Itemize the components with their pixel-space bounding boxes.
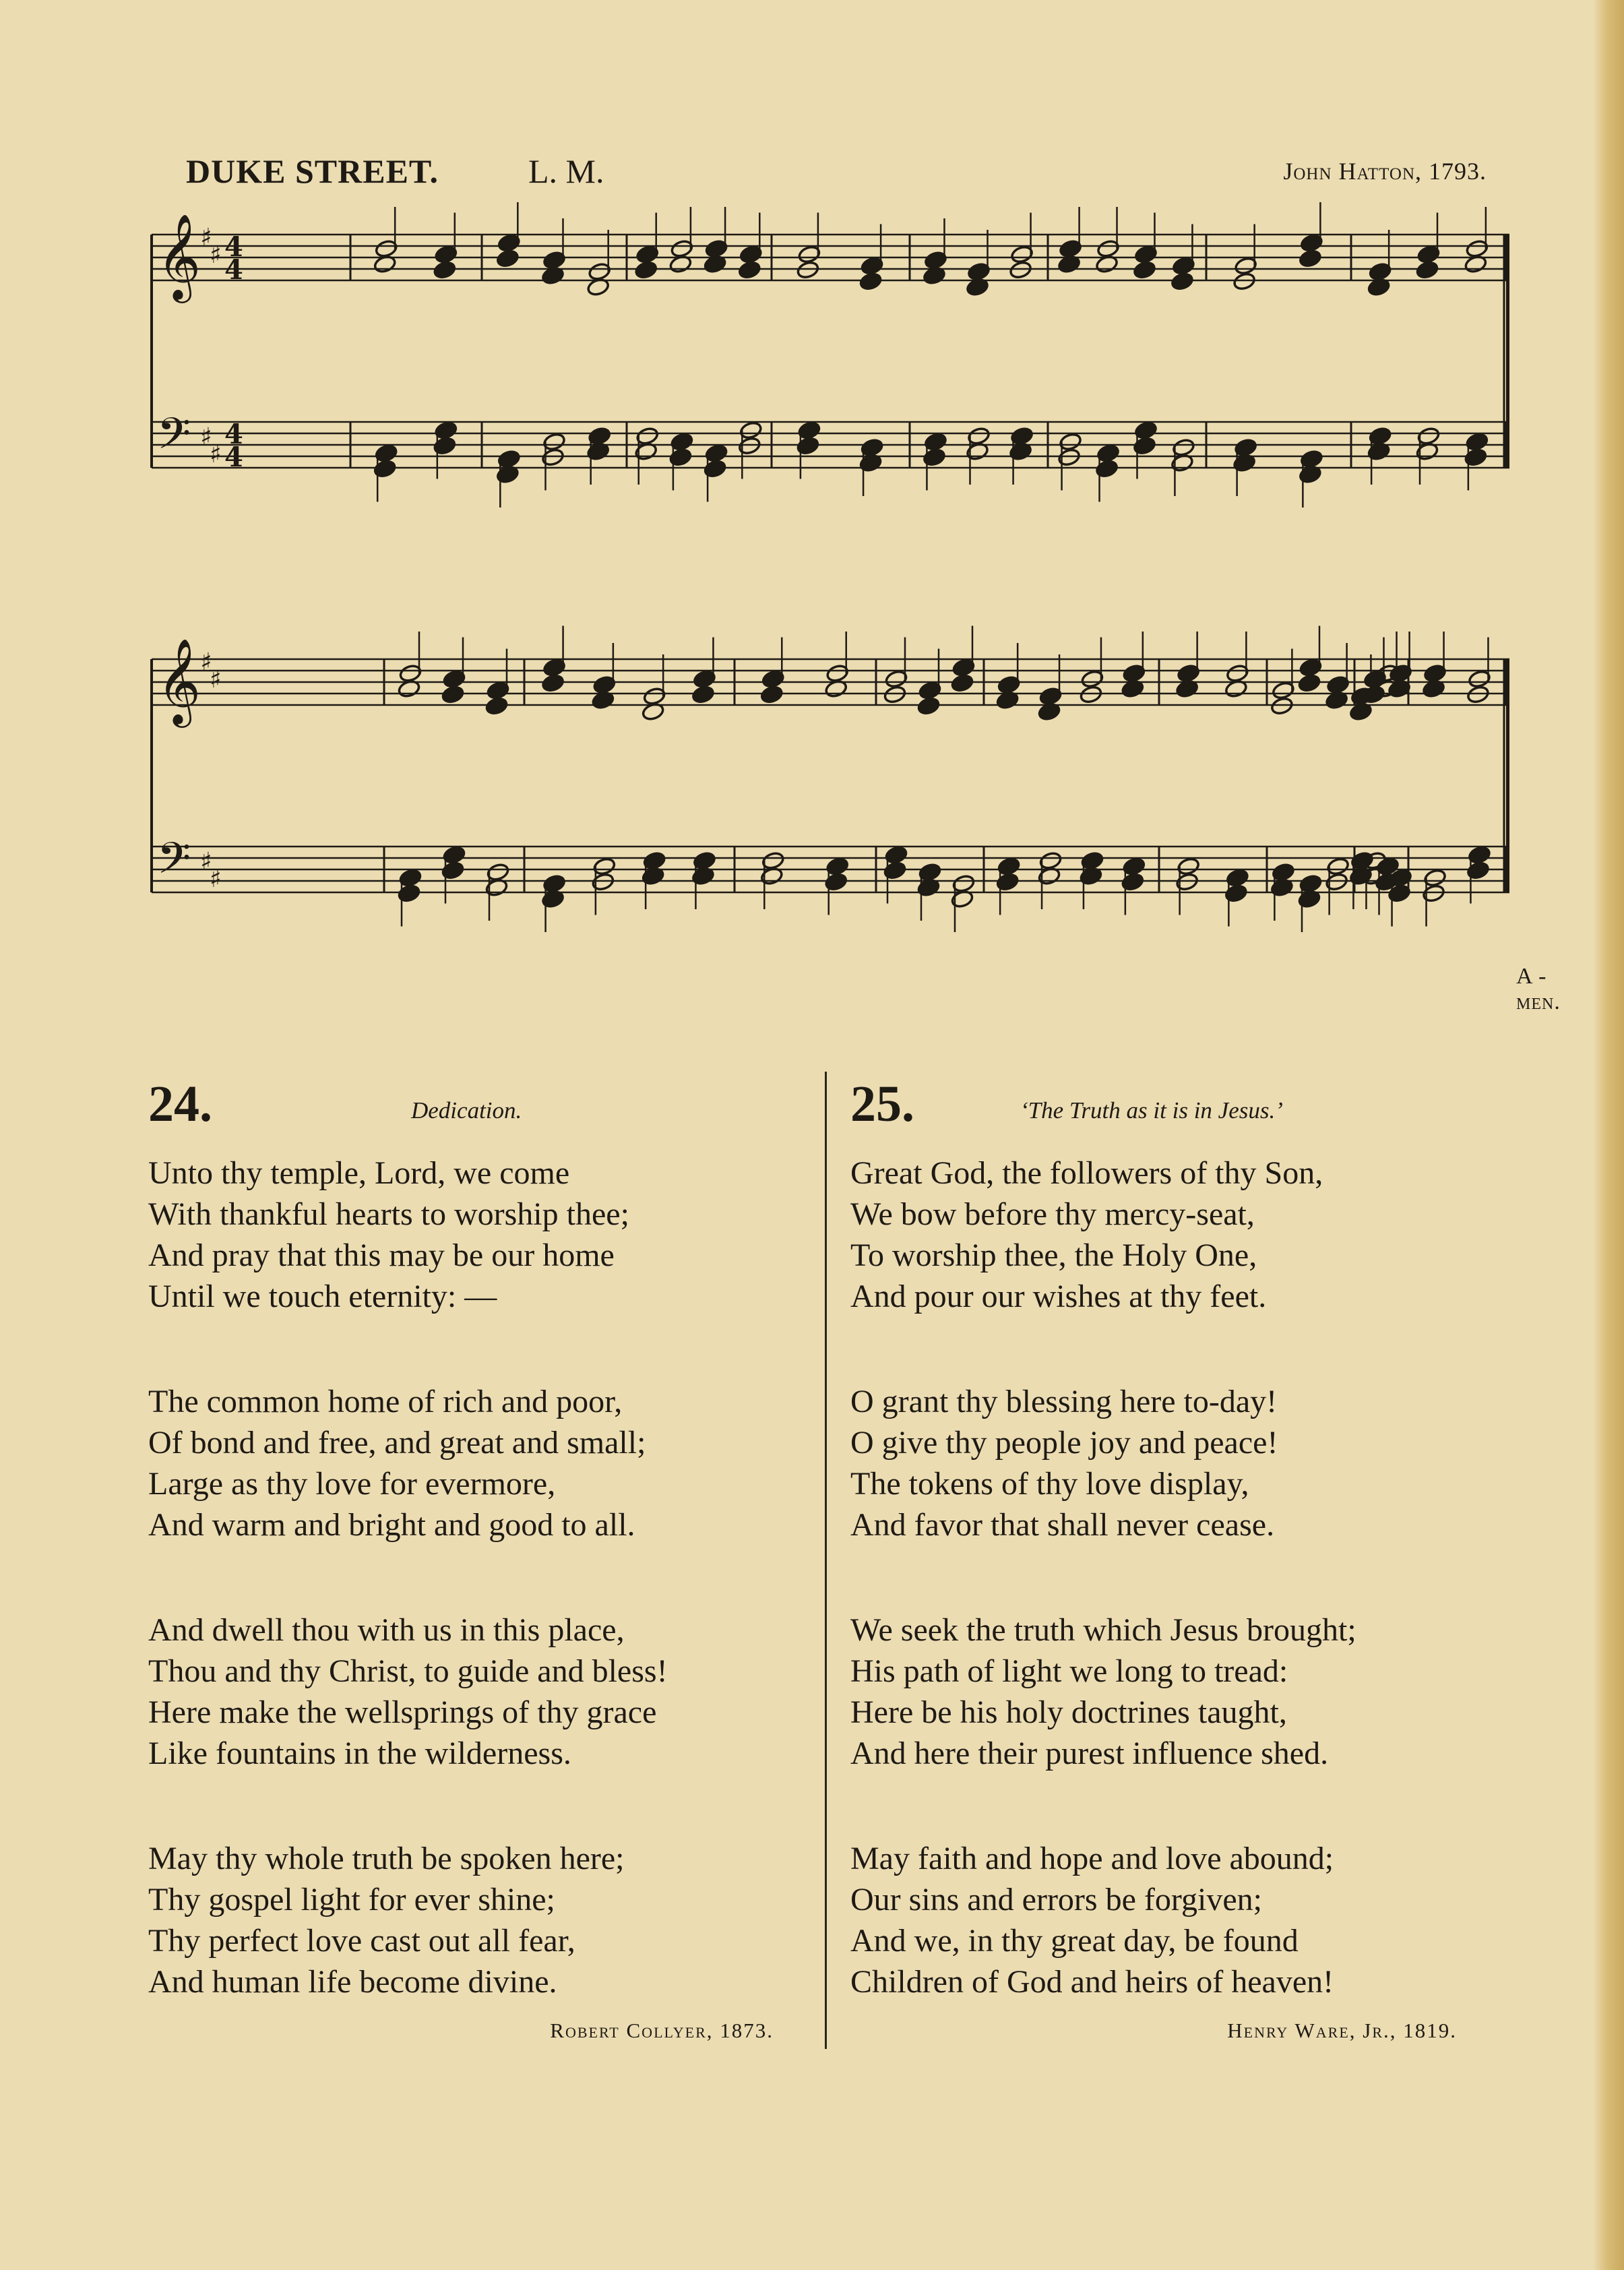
note-head	[760, 685, 784, 704]
hymn-number: 25.	[850, 1076, 914, 1132]
note-head	[441, 685, 464, 704]
hymn-25-head	[850, 1078, 1538, 1153]
note-head	[1270, 696, 1294, 716]
composer-name: John Hatton, 1793.	[1283, 158, 1487, 185]
note-head	[541, 448, 565, 467]
verse-line: Large as thy love for evermore,	[148, 1466, 556, 1502]
note-head	[859, 272, 883, 291]
stanza-1	[850, 1153, 1538, 1317]
verse-line: We bow before thy mercy-seat,	[850, 1196, 1255, 1232]
verse-line: O grant thy blessing here to-day!	[850, 1384, 1278, 1419]
note-head	[1170, 272, 1194, 291]
note-head	[1297, 673, 1321, 693]
time-signature-digit: 4	[224, 419, 243, 450]
verse-line: Until we touch eternity: —	[148, 1279, 497, 1314]
treble-clef-icon: 𝄞	[157, 213, 201, 299]
time-signature-digit: 4	[224, 254, 243, 286]
note-head	[738, 260, 761, 280]
verse-line: And pray that this may be our home	[148, 1237, 615, 1273]
note-head	[950, 673, 974, 693]
sharp-icon: ♯	[200, 423, 212, 451]
note-head	[1079, 685, 1102, 704]
hymn-number: 24.	[148, 1076, 212, 1132]
verse-line: And human life become divine.	[148, 1964, 557, 2000]
stanza-4	[850, 1838, 1538, 2002]
note-head	[691, 685, 715, 704]
treble-clef-icon: 𝄞	[157, 638, 201, 724]
note-head	[796, 260, 819, 280]
verse-line: We seek the truth which Jesus brought;	[850, 1612, 1356, 1648]
note-head	[1464, 448, 1487, 467]
note-head	[883, 861, 906, 880]
note-head	[996, 872, 1020, 892]
verse-line: And warm and bright and good to all.	[148, 1507, 635, 1543]
verse-line: With thankful hearts to worship thee;	[148, 1196, 629, 1232]
composer	[1283, 157, 1487, 185]
note-head	[883, 685, 906, 704]
note-head	[634, 260, 658, 280]
note-head	[1224, 884, 1248, 903]
hymn-25	[850, 1078, 1538, 2066]
note-head	[1422, 884, 1445, 903]
note-head	[738, 436, 761, 456]
note-head	[1466, 685, 1490, 704]
tune-meter: L. M.	[528, 152, 604, 190]
note-head	[1299, 249, 1322, 268]
note-head	[824, 872, 848, 892]
note-head	[1121, 872, 1144, 892]
note-head	[1232, 272, 1256, 291]
verse-line: Our sins and errors be forgiven;	[850, 1882, 1262, 1918]
verse-line: To worship thee, the Holy One,	[850, 1237, 1257, 1273]
tune-name: DUKE STREET.	[186, 152, 439, 190]
note-head	[541, 673, 565, 693]
note-head	[704, 459, 727, 479]
note-head	[796, 436, 819, 456]
verse-line: Great God, the followers of thy Son,	[850, 1155, 1323, 1191]
note-head	[433, 260, 456, 280]
verse-line: Thy gospel light for ever shine;	[148, 1882, 555, 1918]
sharp-icon: ♯	[210, 666, 222, 694]
verse-line: O give thy people joy and peace!	[850, 1425, 1278, 1461]
note-head	[1133, 260, 1156, 280]
time-signature-digit: 4	[224, 441, 243, 473]
verse-line: Children of God and heirs of heaven!	[850, 1964, 1334, 2000]
note-head	[433, 436, 456, 456]
stanza-2	[850, 1381, 1538, 1545]
stanza-3	[850, 1609, 1538, 1774]
verse-line: Of bond and free, and great and small;	[148, 1425, 646, 1461]
sharp-icon: ♯	[210, 441, 222, 468]
verse-line: And dwell thou with us in this place,	[148, 1612, 625, 1648]
verse-line: Like fountains in the wilderness.	[148, 1736, 571, 1771]
verse-line: His path of light we long to tread:	[850, 1653, 1288, 1689]
hymn-subtitle: ‘The Truth as it is in Jesus.’	[1020, 1097, 1283, 1124]
note-head	[923, 448, 946, 467]
verse-line: The tokens of thy love display,	[850, 1466, 1249, 1502]
sharp-icon: ♯	[210, 241, 222, 269]
verse-line: And here their purest influence shed.	[850, 1736, 1329, 1771]
sharp-icon: ♯	[200, 648, 212, 676]
note-head	[485, 696, 508, 716]
music-score	[142, 202, 1561, 1014]
note-head	[397, 884, 420, 903]
verse-line: Thou and thy Christ, to guide and bless!	[148, 1653, 668, 1689]
verse-line: Unto thy temple, Lord, we come	[148, 1155, 570, 1191]
score-svg	[142, 202, 1509, 937]
hymn-24	[148, 1078, 836, 2066]
note-head	[1009, 260, 1032, 280]
note-head	[441, 861, 464, 880]
note-head	[1325, 872, 1348, 892]
hymn-subtitle: Dedication.	[411, 1097, 522, 1124]
sharp-icon: ♯	[200, 224, 212, 251]
verse-line: Here be his holy doctrines taught,	[850, 1694, 1287, 1730]
note-head	[1057, 448, 1081, 467]
note-head	[1415, 260, 1439, 280]
note-head	[496, 249, 520, 268]
verse-line: The common home of rich and poor,	[148, 1384, 623, 1419]
amen-label	[1516, 964, 1561, 1015]
note-head	[668, 448, 692, 467]
sharp-icon: ♯	[200, 848, 212, 876]
note-head	[916, 696, 940, 716]
note-head	[591, 872, 615, 892]
hymn-24-head	[148, 1078, 836, 1153]
note-head	[1095, 459, 1119, 479]
tune-header	[186, 152, 1487, 199]
note-head	[1133, 436, 1156, 456]
bass-clef-icon: 𝄢	[157, 834, 191, 894]
verse-line: Thy perfect love cast out all fear,	[148, 1923, 575, 1959]
amen-text: A - men.	[1516, 964, 1561, 1014]
sharp-icon: ♯	[210, 865, 222, 893]
stanza-2	[148, 1381, 836, 1545]
hymn-author: Robert Collyer, 1873.	[550, 2019, 774, 2042]
verse-line: May thy whole truth be spoken here;	[148, 1841, 625, 1876]
note-head	[373, 459, 397, 479]
verse-line: May faith and hope and love abound;	[850, 1841, 1334, 1876]
note-head	[1175, 872, 1199, 892]
verse-line: Here make the wellsprings of thy grace	[148, 1694, 657, 1730]
verse-line: And pour our wishes at thy feet.	[850, 1279, 1267, 1314]
hymn-author: Henry Ware, Jr., 1819.	[1227, 2019, 1457, 2042]
verse-line: And we, in thy great day, be found	[850, 1923, 1299, 1959]
note-head	[1466, 861, 1490, 880]
verse-line: And favor that shall never cease.	[850, 1507, 1275, 1543]
stanza-3	[148, 1609, 836, 1774]
bass-clef-icon: 𝄢	[157, 409, 191, 470]
time-signature-digit: 4	[224, 231, 243, 263]
stanza-1	[148, 1153, 836, 1317]
stanza-4	[148, 1838, 836, 2002]
page-edge	[1593, 0, 1624, 2270]
